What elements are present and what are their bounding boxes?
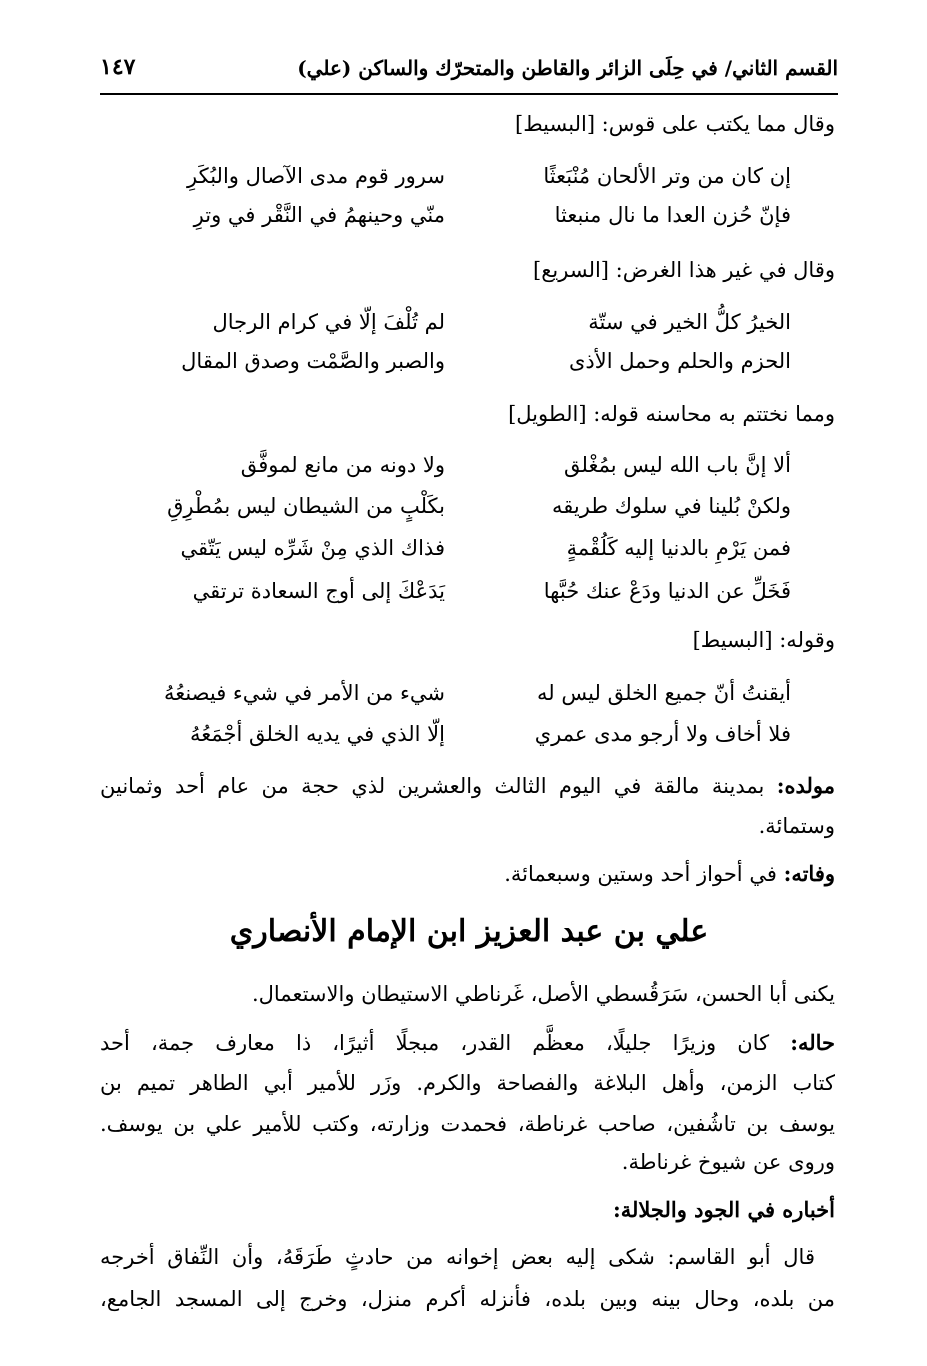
- biography-title: علي بن عبد العزيز ابن الإمام الأنصاري: [229, 914, 709, 949]
- state-text: كان وزيرًا جليلًا، معظَّم القدر، مبجلًا أثيرًا، ذا معارف جمة، أحد: [100, 1031, 770, 1055]
- poem-intro: وقوله: [البسيط]: [692, 628, 835, 652]
- verse-hemistich-first: فلا أخاف ولا أرجو مدى عمري: [534, 722, 791, 746]
- verse-hemistich-first: ألا إنَّ باب الله ليس بمُغْلق: [564, 453, 791, 477]
- state-text: يوسف بن تاشُفين، صاحب غرناطة، فحمدت وزارته، وكتب للأمير علي بن يوسف.: [100, 1112, 835, 1136]
- verse-hemistich-first: الخيرُ كلُّ الخير في ستّة: [588, 310, 791, 334]
- verse-hemistich-second: فذاك الذي مِنْ شَرِّه ليس يَتّقي: [180, 536, 445, 560]
- verse-hemistich-first: فإنّ حُزن العدا ما نال منبعثا: [554, 203, 791, 227]
- verse-hemistich-second: ولا دونه من مانع لموفَّق: [240, 453, 445, 477]
- verse-hemistich-first: فمن يَرْمِ بالدنيا إليه كَلُقْمةٍ: [566, 536, 791, 560]
- verse-hemistich-second: إلّا الذي في يديه الخلق أجْمَعُهُ: [190, 722, 445, 746]
- birth-label: مولده:: [776, 773, 835, 798]
- poem-intro: وقال مما يكتب على قوس: [البسيط]: [515, 112, 835, 136]
- verse-hemistich-second: شيء من الأمر في شيء فيصنعُهُ: [163, 681, 445, 705]
- verse-hemistich-first: الحزم والحلم وحمل الأذى: [568, 349, 791, 373]
- state-paragraph: [100, 1027, 835, 1059]
- death-label: وفاته:: [783, 861, 835, 886]
- running-title: القسم الثاني/ في حِلَى الزائر والقاطن والمتحرّك والساكن (علي): [297, 56, 838, 80]
- running-header: [100, 50, 838, 94]
- news-heading: أخباره في الجود والجلالة:: [612, 1197, 835, 1222]
- birth-paragraph: [100, 770, 835, 802]
- poem-intro: وقال في غير هذا الغرض: [السريع]: [533, 258, 835, 282]
- birth-text: بمدينة مالقة في اليوم الثالث والعشرين لذي حجة من عام أحد وثمانين: [100, 774, 765, 798]
- verse-hemistich-second: يَدَعْكَ إلى أوج السعادة ترتقي: [192, 579, 445, 603]
- verse-hemistich-second: بكَلْبٍ من الشيطان ليس بمُطْرِقِ: [167, 494, 445, 518]
- verse-hemistich-second: سرور قوم مدى الآصال والبُكَرِ: [187, 164, 445, 188]
- state-text-end: وروى عن شيوخ غرناطة.: [621, 1150, 835, 1174]
- death-paragraph: [504, 858, 835, 890]
- kunya-line: يكنى أبا الحسن، سَرَقُسطي الأصل، غَرناطي الاستيطان والاستعمال.: [251, 982, 835, 1006]
- state-label: حاله:: [790, 1030, 835, 1055]
- verse-hemistich-first: إن كان من وتر الألحان مُنْبَعثًا: [543, 164, 791, 188]
- news-text: قال أبو القاسم: شكى إليه بعض إخوانه من حادثٍ طَرَقَهُ، وأن النِّفاق أخرجه: [100, 1245, 815, 1269]
- verse-hemistich-first: فَخَلِّ عن الدنيا ودَعْ عنك حُبَّها: [543, 579, 791, 603]
- verse-hemistich-first: أيقنتُ أنّ جميع الخلق ليس له: [537, 681, 791, 705]
- poem-intro: ومما نختتم به محاسنه قوله: [الطويل]: [508, 402, 835, 426]
- news-text: من بلده، وحال بينه وبين بلده، فأنزله أكرم منزل، وخرج إلى المسجد الجامع،: [100, 1287, 835, 1311]
- verse-hemistich-second: والصبر والصَّمْت وصدق المقال: [181, 349, 445, 373]
- verse-hemistich-second: لم تُلْفَ إلّا في كرام الرجال: [212, 310, 445, 334]
- header-rule: [100, 93, 838, 95]
- state-text: كتاب الزمن، وأهل البلاغة والفصاحة والكرم. وزَر للأمير أبي الطاهر تميم بن: [100, 1071, 835, 1095]
- page-number: ١٤٧: [100, 54, 136, 80]
- verse-hemistich-second: منّي وحينهمُ في النَّقْر في وترِ: [193, 203, 445, 227]
- death-text: في أحواز أحد وستين وسبعمائة.: [504, 862, 777, 886]
- verse-hemistich-first: ولكنْ بُلينا في سلوك طريقه: [552, 494, 791, 518]
- birth-text-end: وستمائة.: [758, 814, 835, 838]
